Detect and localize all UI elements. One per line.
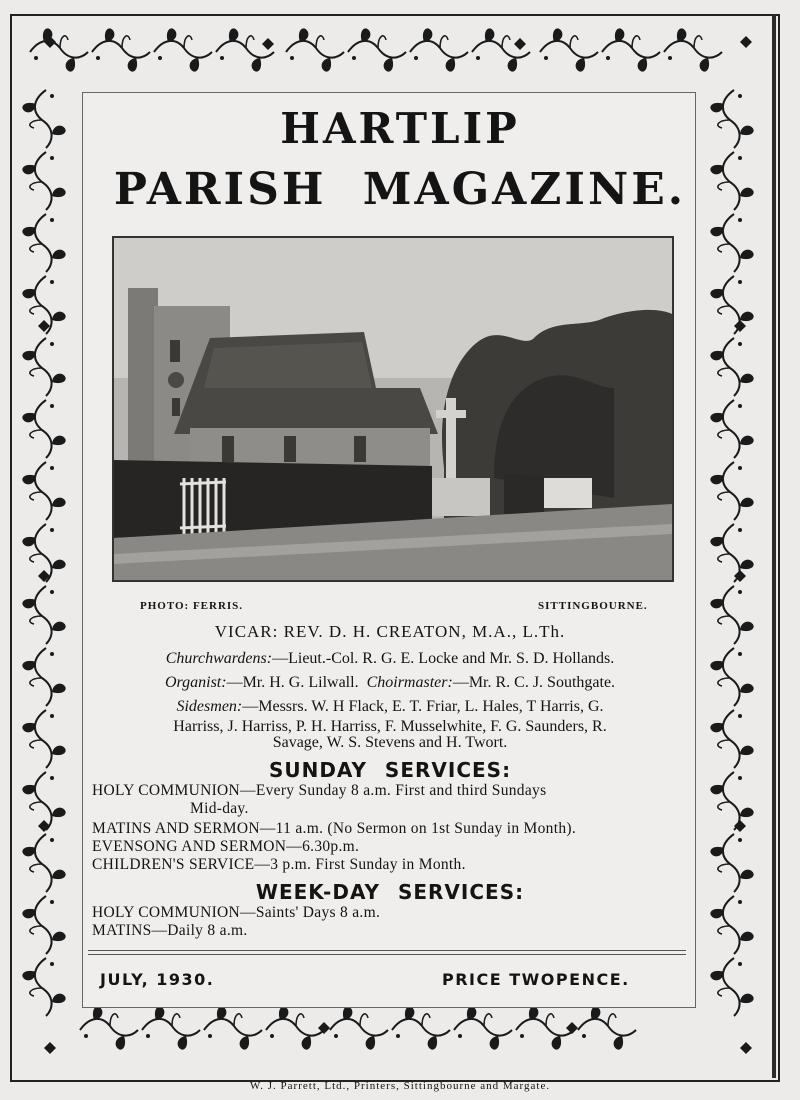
weekday-service-item: HOLY COMMUNION—Saints' Days 8 a.m. — [92, 904, 381, 921]
churchwardens-line — [80, 650, 700, 668]
weekday-service-item: MATINS—Daily 8 a.m. — [92, 922, 248, 939]
masthead-subtitle: PARISH MAGAZINE. — [113, 164, 687, 215]
photo-location: SITTINGBOURNE. — [538, 600, 648, 612]
sidesmen-line-1 — [80, 698, 700, 716]
sunday-service-item: EVENSONG AND SERMON—6.30p.m. — [92, 838, 360, 855]
photo-credit: PHOTO: FERRIS. — [140, 600, 244, 612]
organist-name: —Mr. H. G. Lilwall. — [226, 674, 359, 691]
church-photo-image — [114, 238, 672, 580]
churchwardens-names: —Lieut.-Col. R. G. E. Locke and Mr. S. D. Hollands. — [272, 650, 615, 667]
sunday-services-heading: SUNDAY SERVICES: — [268, 758, 512, 782]
sidesmen-names-1: —Messrs. W. H Flack, E. T. Friar, L. Hales, T Harris, G. — [242, 698, 604, 715]
divider-rule — [88, 950, 686, 951]
issue-date: JULY, 1930. — [100, 970, 215, 989]
choirmaster-label: Choirmaster: — [366, 674, 453, 691]
masthead-title: HARTLIP — [280, 104, 520, 153]
sunday-service-item: MATINS AND SERMON—11 a.m. (No Sermon on 1st Sunday in Month). — [92, 820, 577, 837]
organist-label: Organist: — [164, 674, 227, 691]
printer-imprint: W. J. Parrett, Ltd., Printers, Sittingbourne and Margate. — [249, 1080, 551, 1092]
choirmaster-name: —Mr. R. C. J. Southgate. — [452, 674, 616, 691]
sidesmen-label: Sidesmen: — [176, 698, 243, 715]
vicar-line: VICAR: REV. D. H. CREATON, M.A., L.Th. — [214, 622, 566, 641]
church-photo — [112, 236, 674, 582]
sunday-service-item: HOLY COMMUNION—Every Sunday 8 a.m. First and third Sundays — [92, 782, 547, 799]
sidesmen-line-2: Harriss, J. Harriss, P. H. Harriss, F. Musselwhite, F. G. Saunders, R. — [173, 718, 607, 735]
organist-line — [80, 674, 700, 692]
sunday-service-item: Mid-day. — [190, 800, 249, 817]
divider-rule — [88, 954, 686, 955]
issue-price: PRICE TWOPENCE. — [442, 970, 630, 989]
sunday-service-item: CHILDREN'S SERVICE—3 p.m. First Sunday in Month. — [92, 856, 466, 873]
weekday-services-heading: WEEK-DAY SERVICES: — [255, 880, 525, 904]
churchwardens-label: Churchwardens: — [165, 650, 273, 667]
sidesmen-line-3: Savage, W. S. Stevens and H. Twort. — [272, 734, 508, 751]
